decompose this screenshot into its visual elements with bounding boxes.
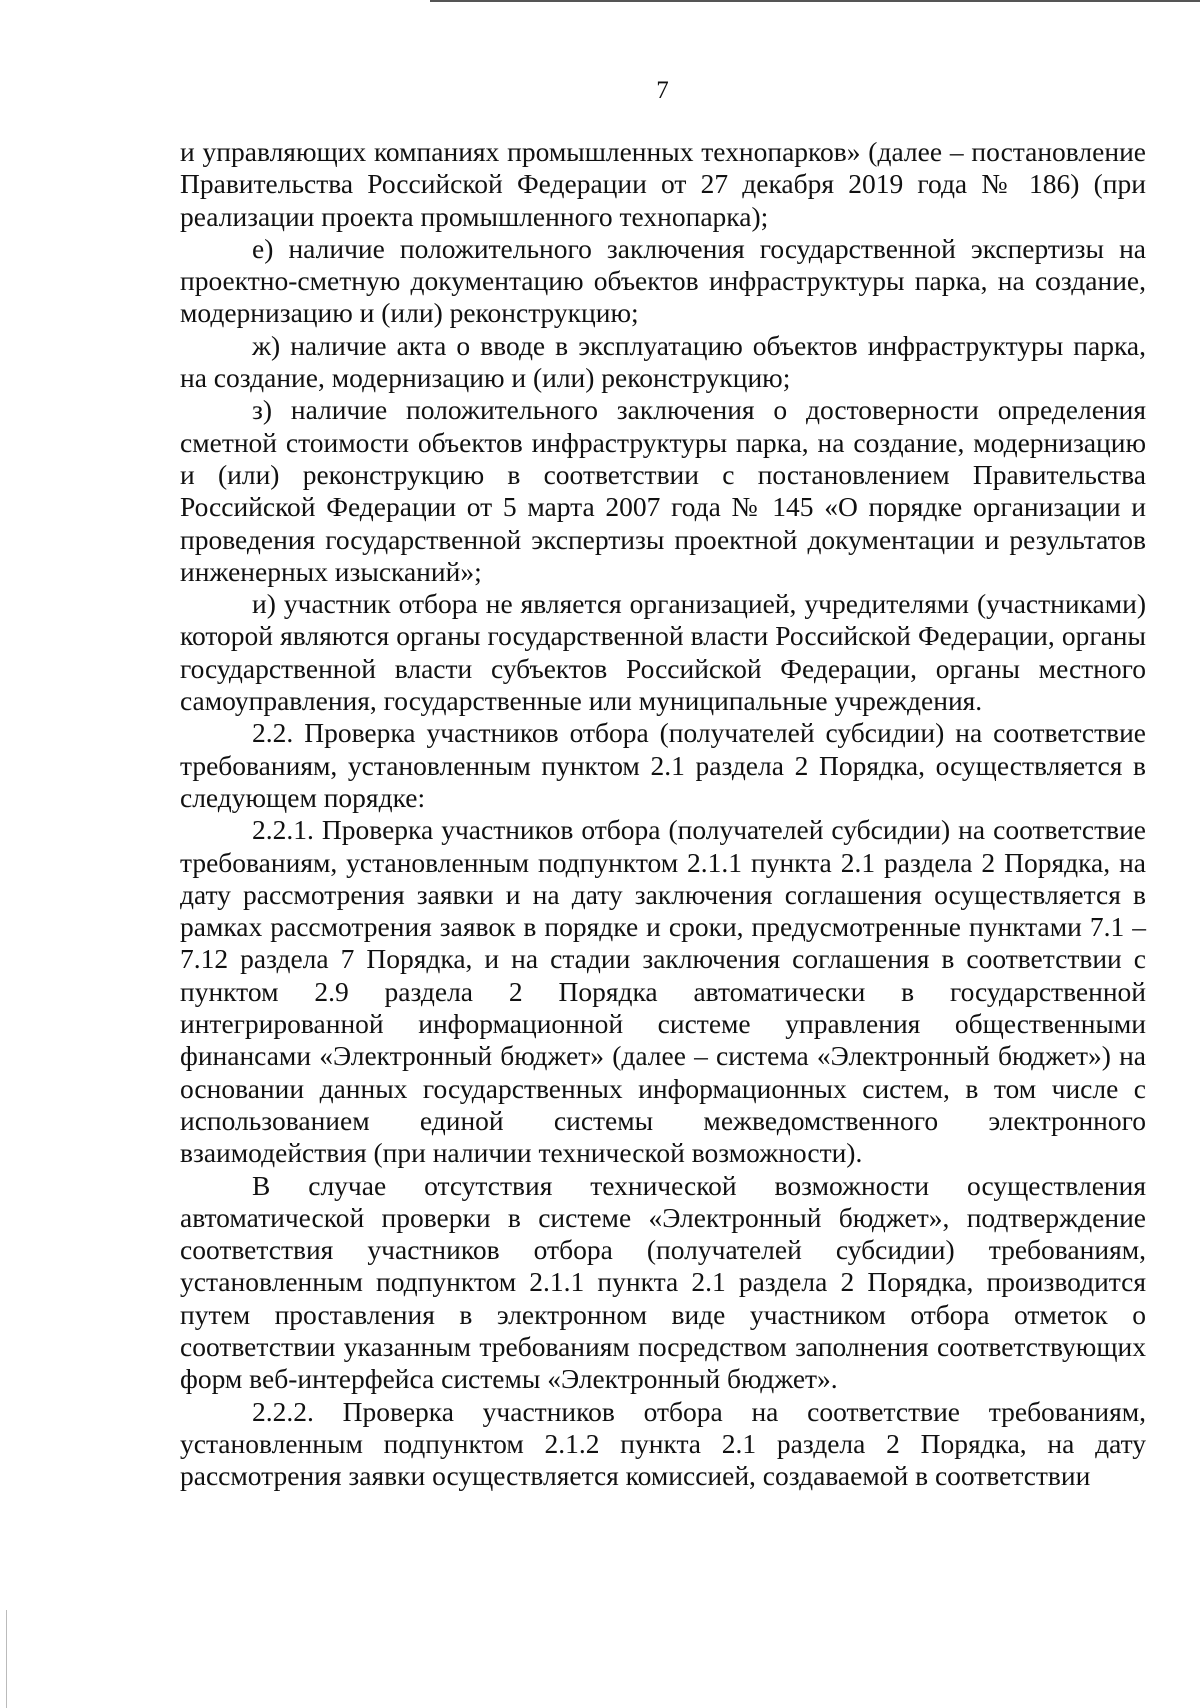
document-body [180, 136, 1146, 1492]
paragraph-item-e: е) наличие положительного заключения государственной экспертизы на проектно-сметную документацию объектов инфраструктуры парка, на создание, модернизацию и (или) реконструкцию; [180, 232, 1146, 329]
paragraph-no-technical-possibility: В случае отсутствия технической возможности осуществления автоматической проверки в системе «Электронный бюджет», подтверждение соответствия участников отбора (получателей субсидии) требованиям, установленным подпунктом 2.1.1 пункта 2.1 раздела 2 Порядка, производится путем проставления в электронном виде участником отбора отметок о соответствии указанным требованиям посредством заполнения соответствующих форм веб-интерфейса системы «Электронный бюджет». [180, 1169, 1146, 1395]
page-number: 7 [656, 77, 669, 104]
paragraph-2-2-2: 2.2.2. Проверка участников отбора на соответствие требованиям, установленным подпунктом 2.1.2 пункта 2.1 раздела 2 Порядка, на дату рассмотрения заявки осуществляется комиссией, создаваемой в соответствии [180, 1395, 1146, 1492]
scan-top-border [430, 0, 1200, 2]
paragraph-2-2-1: 2.2.1. Проверка участников отбора (получателей субсидии) на соответствие требованиям, установленным подпунктом 2.1.1 пункта 2.1 раздела 2 Порядка, на дату рассмотрения заявки и на дату заключения соглашения осуществляется в рамках рассмотрения заявок в порядке и сроки, предусмотренные пунктами 7.1 – 7.12 раздела 7 Порядка, и на стадии заключения соглашения в соответствии с пунктом 2.9 раздела 2 Порядка автоматически в государственной интегрированной информационной системе управления общественными финансами «Электронный бюджет» (далее – система «Электронный бюджет») на основании данных государственных информационных систем, в том числе с использованием единой системы межведомственного электронного взаимодействия (при наличии технической возможности). [180, 814, 1146, 1169]
paragraph-2-2: 2.2. Проверка участников отбора (получателей субсидии) на соответствие требованиям, установленным пунктом 2.1 раздела 2 Порядка, осуществляется в следующем порядке: [180, 717, 1146, 813]
paragraph-item-z: з) наличие положительного заключения о достоверности определения сметной стоимости объектов инфраструктуры парка, на создание, модернизацию и (или) реконструкцию в соответствии с постановлением Правительства Российской Федерации от 5 марта 2007 года № 145 «О порядке организации и проведения государственной экспертизы проектной документации и результатов инженерных изысканий»; [180, 394, 1146, 587]
paragraph-item-i: и) участник отбора не является организацией, учредителями (участниками) которой являются органы государственной власти Российской Федерации, органы государственной власти субъектов Российской Федерации, органы местного самоуправления, государственные или муниципальные учреждения. [180, 588, 1146, 717]
paragraph-continuation: и управляющих компаниях промышленных технопарков» (далее – постановление Правительства Российской Федерации от 27 декабря 2019 года № 186) (при реализации проекта промышленного технопарка); [180, 136, 1146, 232]
paragraph-item-zh: ж) наличие акта о вводе в эксплуатацию объектов инфраструктуры парка, на создание, модернизацию и (или) реконструкцию; [180, 329, 1146, 394]
scan-left-edge [6, 1610, 7, 1708]
